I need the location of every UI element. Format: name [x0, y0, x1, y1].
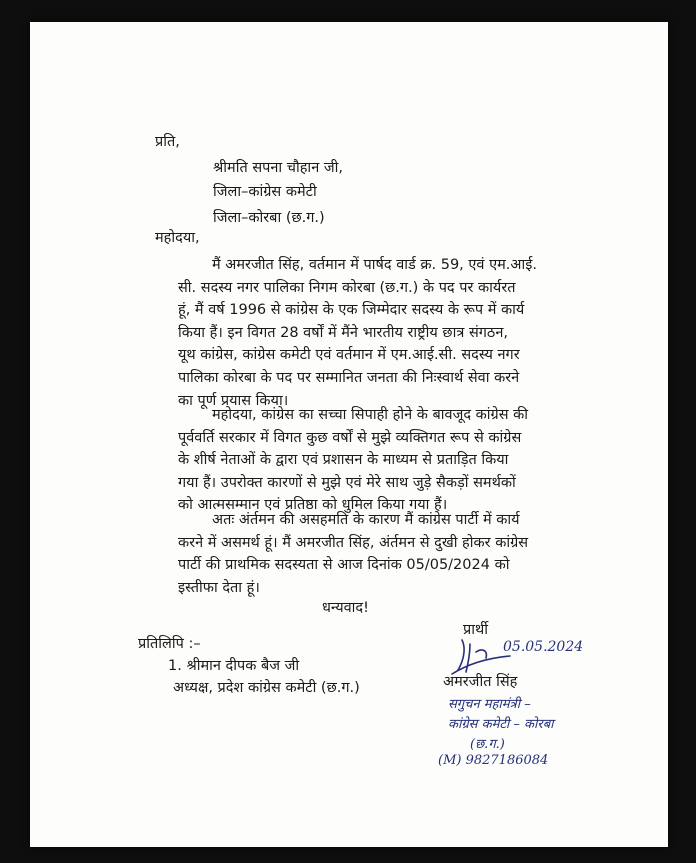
signature-label: प्रार्थी: [463, 622, 489, 638]
para2-line: के शीर्ष नेताओं के द्वारा एवं प्रशासन के माध्यम से प्रताड़ित किया: [178, 452, 509, 469]
paragraph-3: [178, 509, 581, 599]
thanks-line: धन्यवाद!: [322, 600, 369, 616]
recipient-name: श्रीमति सपना चौहान जी,: [213, 160, 343, 176]
paragraph-1: [178, 254, 581, 412]
para1-line: किया हैं। इन विगत 28 वर्षों में मैंने भारतीय राष्ट्रीय छात्र संगठन,: [178, 324, 509, 341]
copy-item-designation: अध्यक्ष, प्रदेश कांग्रेस कमेटी (छ.ग.): [173, 680, 360, 696]
signature-date: 05.05.2024: [503, 639, 584, 655]
copy-item-name: 1. श्रीमान दीपक बैज जी: [168, 658, 300, 674]
para1-line: का पूर्ण प्रयास किया।: [178, 392, 289, 409]
paragraph-2: [178, 404, 581, 517]
para3-line: पार्टी की प्राथमिक सदस्यता से आज दिनांक 05/05/2024 को: [178, 557, 510, 574]
signature-phone: (M) 9827186084: [438, 753, 549, 768]
para2-line: गया हैं। उपरोक्त कारणों से मुझे एवं मेरे साथ जुड़े सैकड़ों समर्थकों: [178, 474, 516, 491]
para1-line: हूं, मैं वर्ष 1996 से कांग्रेस के एक जिम्मेदार सदस्य के रूप में कार्य: [178, 302, 525, 319]
para1-line: यूथ कांग्रेस, कांग्रेस कमेटी एवं वर्तमान में एम.आई.सी. सदस्य नगर: [178, 347, 520, 364]
para3-line: करने में असमर्थ हूं। मैं अमरजीत सिंह, अंर्तमन से दुखी होकर कांग्रेस: [178, 534, 529, 551]
para2-line: पूर्ववर्ति सरकार में विगत कुछ वर्षों से मुझे व्यक्तिगत रूप से कांग्रेस: [178, 429, 522, 446]
para2-line: महोदया, कांग्रेस का सच्चा सिपाही होने के बावजूद कांग्रेस की: [212, 407, 529, 423]
para3-line: अतः अंर्तमन की असहमति के कारण मैं कांग्रेस पार्टी में कार्य: [212, 512, 520, 528]
signatory-name: अमरजीत सिंह: [443, 674, 518, 690]
recipient-org: जिला–कांग्रेस कमेटी: [213, 184, 317, 200]
signature-hand-line3: (छ.ग.): [470, 737, 505, 752]
recipient-place: जिला–कोरबा (छ.ग.): [213, 210, 325, 226]
letter-page: [30, 22, 668, 847]
signature-hand-line1: सगुचन महामंत्री –: [448, 697, 531, 712]
para2-line: को आत्मसम्मान एवं प्रतिष्ठा को धुमिल किया गया हैं।: [178, 497, 448, 514]
salutation-to: प्रति,: [155, 134, 180, 150]
para1-line: पालिका कोरबा के पद पर सम्मानित जनता की निःस्वार्थ सेवा करने: [178, 369, 520, 386]
copy-heading: प्रतिलिपि :–: [138, 636, 201, 652]
greeting: महोदया,: [155, 230, 200, 246]
para1-line: सी. सदस्य नगर पालिका निगम कोरबा (छ.ग.) के पद पर कार्यरत: [178, 279, 516, 296]
para1-line: मैं अमरजीत सिंह, वर्तमान में पार्षद वार्ड क्र. 59, एवं एम.आई.: [212, 257, 537, 273]
para3-line: इस्तीफा देता हूं।: [178, 579, 260, 596]
signature-hand-line2: कांग्रेस कमेटी – कोरबा: [448, 717, 554, 732]
